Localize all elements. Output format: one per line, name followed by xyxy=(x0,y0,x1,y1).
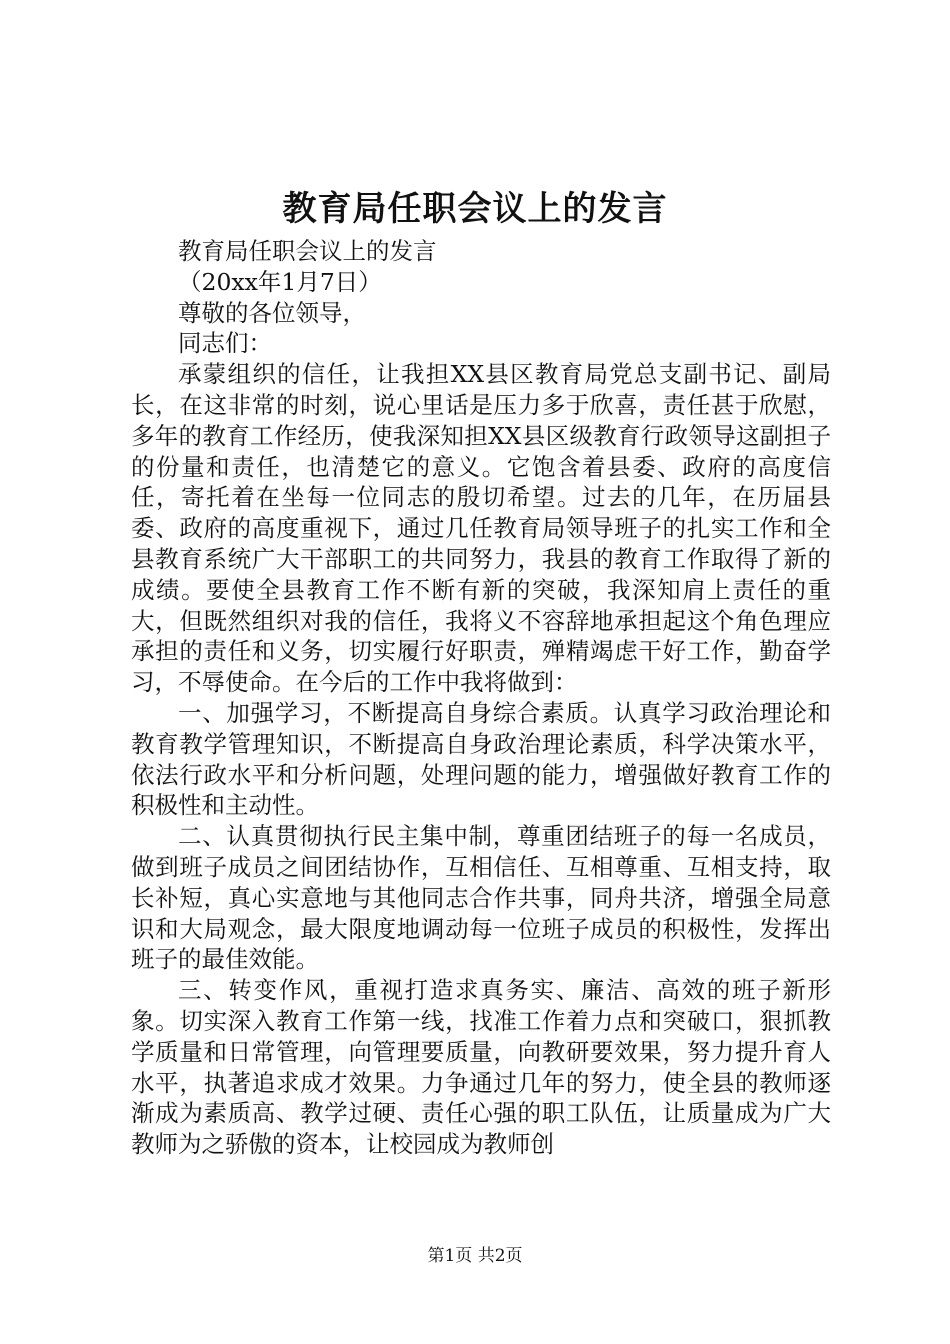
paragraph-intro: 承蒙组织的信任，让我担XX县区教育局党总支副书记、副局长，在这非常的时刻，说心里话是压力多于欣喜，责任甚于欣慰，多年的教育工作经历，使我深知担XX县区级教育行政领导这副担子的份量和责任，也清楚它的意义。它饱含着县委、政府的高度信任，寄托着在坐每一位同志的殷切希望。过去的几年，在历届县委、政府的高度重视下，通过几任教育局领导班子的扎实工作和全县教育系统广大干部职工的共同努力，我县的教育工作取得了新的成绩。要使全县教育工作不断有新的突破，我深知肩上责任的重大，但既然组织对我的信任，我将义不容辞地承担起这个角色理应承担的责任和义务，切实履行好职责，殚精竭虑干好工作，勤奋学习，不辱使命。在今后的工作中我将做到： xyxy=(131,360,831,697)
paragraph-point-1: 一、加强学习，不断提高自身综合素质。认真学习政治理论和教育教学管理知识，不断提高自身政治理论素质，科学决策水平，依法行政水平和分析问题，处理问题的能力，增强做好教育工作的积极性和主动性。 xyxy=(131,698,831,820)
document-title: 教育局任职会议上的发言 xyxy=(282,189,668,229)
document-body xyxy=(131,236,831,1160)
document-date: （20xx年1月7日） xyxy=(178,267,382,296)
document-subtitle: 教育局任职会议上的发言 xyxy=(178,237,437,265)
salutation-comrades: 同志们： xyxy=(178,329,272,358)
page-footer: 第1页 共2页 xyxy=(427,1246,523,1266)
paragraph-point-2: 二、认真贯彻执行民主集中制，尊重团结班子的每一名成员，做到班子成员之间团结协作，互相信任、互相尊重、互相支持，取长补短，真心实意地与其他同志合作共事，同舟共济，增强全局意识和大局观念，最大限度地调动每一位班子成员的积极性，发挥出班子的最佳效能。 xyxy=(131,822,831,974)
paragraph-point-3: 三、转变作风，重视打造求真务实、廉洁、高效的班子新形象。切实深入教育工作第一线，找准工作着力点和突破口，狠抓教学质量和日常管理，向管理要质量，向教研要效果，努力提升育人水平，执著追求成才效果。力争通过几年的努力，使全县的教师逐渐成为素质高、教学过硬、责任心强的职工队伍，让质量成为广大教师为之骄傲的资本，让校园成为教师创 xyxy=(131,976,831,1159)
salutation-leaders: 尊敬的各位领导， xyxy=(178,298,366,327)
